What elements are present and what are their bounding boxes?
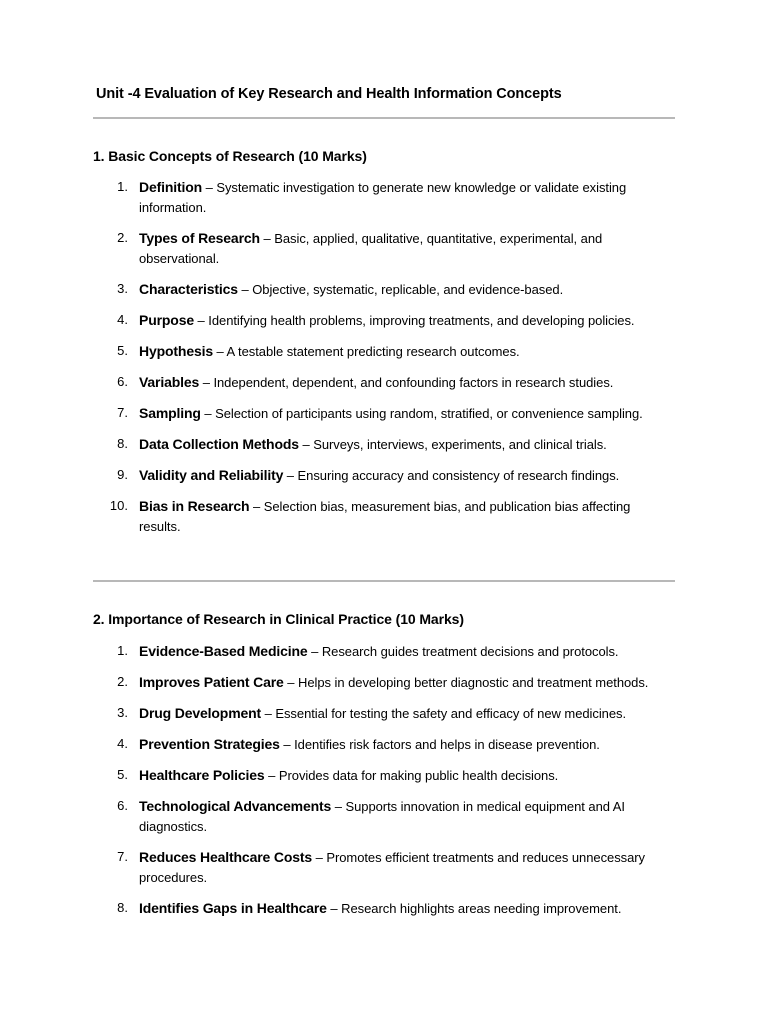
list-item-description: – Provides data for making public health decisions.: [264, 768, 559, 783]
list-item-term: Data Collection Methods: [139, 436, 299, 452]
list-item: [93, 734, 675, 755]
list-item-term: Sampling: [139, 405, 201, 421]
list-item-number: 7.: [117, 405, 128, 420]
list-item: [93, 765, 675, 786]
list-item-term: Identifies Gaps in Healthcare: [139, 900, 327, 916]
list-item: [93, 641, 675, 662]
list-item-description: – Independent, dependent, and confounding factors in research studies.: [199, 375, 614, 390]
list-item-description: – Supports innovation in medical equipment and AI diagnostics.: [139, 799, 625, 834]
list-item-term: Healthcare Policies: [139, 767, 265, 783]
list-item-term: Improves Patient Care: [139, 674, 284, 690]
list-item-description: – Surveys, interviews, experiments, and clinical trials.: [298, 437, 607, 452]
list-item-description: – Selection bias, measurement bias, and publication bias affecting results.: [139, 499, 631, 534]
list-item: [93, 341, 675, 362]
list-item: [93, 703, 675, 724]
list-item: [93, 228, 675, 269]
list-item: [93, 403, 675, 424]
list-item-description: – Selection of participants using random, stratified, or convenience sampling.: [200, 406, 643, 421]
list-item-description: – Basic, applied, qualitative, quantitative, experimental, and observational.: [139, 231, 603, 266]
list-item-term: Definition: [139, 179, 203, 195]
section-heading: 1. Basic Concepts of Research (10 Marks): [93, 148, 367, 164]
list-item-number: 6.: [117, 798, 128, 813]
list-item-description: – A testable statement predicting research outcomes.: [212, 344, 520, 359]
list-item-description: – Objective, systematic, replicable, and evidence-based.: [237, 282, 564, 297]
list-item-number: 6.: [117, 374, 128, 389]
list-item-number: 3.: [117, 281, 128, 296]
list-item-description: – Ensuring accuracy and consistency of research findings.: [283, 468, 620, 483]
list-item: [93, 465, 675, 486]
document-title: Unit -4 Evaluation of Key Research and Health Information Concepts: [96, 86, 562, 102]
list-item-number: 5.: [117, 767, 128, 782]
list-item-description: – Research guides treatment decisions and protocols.: [307, 644, 619, 659]
list-item-term: Drug Development: [139, 705, 262, 721]
list-item: [93, 847, 675, 888]
list-item-description: – Research highlights areas needing improvement.: [326, 901, 622, 916]
list-item: [93, 672, 675, 693]
list-item-number: 10.: [109, 498, 128, 513]
list-item-term: Technological Advancements: [139, 798, 332, 814]
list-item: [93, 898, 675, 919]
list-item-description: – Identifying health problems, improving treatments, and developing policies.: [193, 313, 635, 328]
list-item-term: Characteristics: [139, 281, 238, 297]
list-item-number: 2.: [117, 230, 128, 245]
list-item-description: – Helps in developing better diagnostic and treatment methods.: [283, 675, 649, 690]
list-item-term: Evidence-Based Medicine: [139, 643, 308, 659]
list-item: [93, 177, 675, 218]
list-item-term: Reduces Healthcare Costs: [139, 849, 313, 865]
list-item: [93, 372, 675, 393]
list-item: [93, 496, 675, 537]
list-item-number: 8.: [117, 436, 128, 451]
list-item-number: 5.: [117, 343, 128, 358]
list-item: [93, 434, 675, 455]
list-item: [93, 310, 675, 331]
list-item: [93, 796, 675, 837]
list-item-number: 7.: [117, 849, 128, 864]
divider: [93, 580, 675, 582]
list-item-number: 3.: [117, 705, 128, 720]
list-item-number: 8.: [117, 900, 128, 915]
list-item-term: Prevention Strategies: [139, 736, 280, 752]
list-item-description: – Essential for testing the safety and efficacy of new medicines.: [261, 706, 627, 721]
list-item-term: Purpose: [139, 312, 194, 328]
list-item-term: Validity and Reliability: [139, 467, 284, 483]
list-item-description: – Systematic investigation to generate new knowledge or validate existing information.: [139, 180, 627, 215]
list-item-description: – Identifies risk factors and helps in disease prevention.: [279, 737, 600, 752]
list-item-number: 4.: [117, 736, 128, 751]
list-item-term: Types of Research: [139, 230, 260, 246]
numbered-list: [93, 641, 675, 919]
section-heading: 2. Importance of Research in Clinical Practice (10 Marks): [93, 611, 464, 627]
list-item-term: Variables: [139, 374, 200, 390]
list-item-number: 1.: [117, 179, 128, 194]
list-item-term: Bias in Research: [139, 498, 250, 514]
list-item-number: 2.: [117, 674, 128, 689]
list-item: [93, 279, 675, 300]
numbered-list: [93, 177, 675, 537]
list-item-number: 4.: [117, 312, 128, 327]
list-item-description: – Promotes efficient treatments and reduces unnecessary procedures.: [139, 850, 646, 885]
list-item-term: Hypothesis: [139, 343, 213, 359]
list-item-number: 9.: [117, 467, 128, 482]
divider: [93, 117, 675, 119]
list-item-number: 1.: [117, 643, 128, 658]
